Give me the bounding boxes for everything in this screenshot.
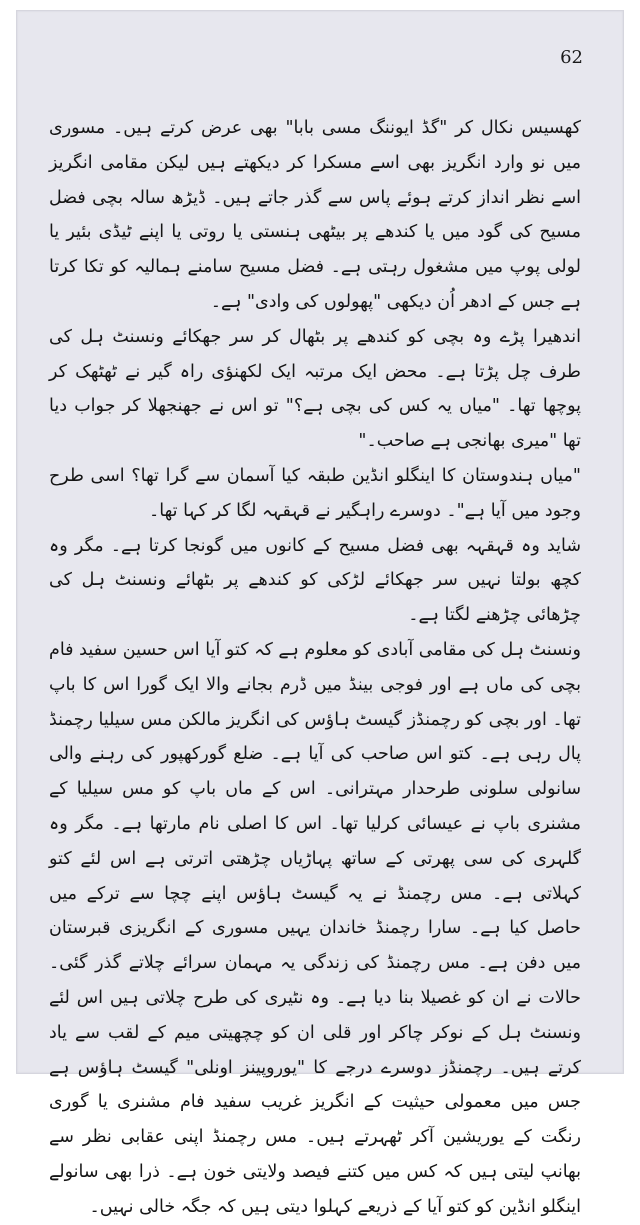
paragraph: "میاں ہندوستان کا اینگلو انڈین طبقہ کیا آسمان سے گرا تھا؟ اسی طرح وجود میں آیا ہے"۔ دوسرے راہگیر نے قہقہہ لگا کر کہا تھا۔ [49, 465, 581, 521]
paragraph: اندھیرا پڑے وہ بچی کو کندھے پر بٹھال کر سر جھکائے ونسنٹ ہل کی طرف چل پڑتا ہے۔ محض ایک مرتبہ ایک لکھنؤی راہ گیر نے ٹھٹھک کر پوچھا تھا۔ "میاں یہ کس کی بچی ہے؟" تو اس نے جھنجھلا کر جواب دیا تھا "میری بھانجی ہے صاحب۔" [49, 326, 581, 452]
book-page [16, 10, 624, 1217]
paragraph: کھسیس نکال کر "گڈ ایوننگ مسی بابا" بھی عرض کرتے ہیں۔ مسوری میں نو وارد انگریز بھی اسے مسکرا کر دیکھتے ہیں لیکن مقامی انگریز اسے نظر انداز کرتے ہوئے پاس سے گذر جاتے ہیں۔ ڈیڑھ سالہ بچی فضل مسیح کی گود میں یا کندھے پر بیٹھی ہنستی یا روتی یا اپنے ٹیڈی بئیر یا لولی پوپ میں مشغول رہتی ہے۔ فضل مسیح سامنے ہمالیہ کو تکا کرتا ہے جس کے ادھر اُن دیکھی "پھولوں کی وادی" ہے۔ [49, 118, 581, 312]
page-text [49, 111, 581, 1225]
paragraph: ونسنٹ ہل کی مقامی آبادی کو معلوم ہے کہ کتو آیا اس حسین سفید فام بچی کی ماں ہے اور فوجی بینڈ میں ڈرم بجانے والا ایک گورا اس کا باپ تھا۔ اور بچی کو رچمنڈز گیسٹ ہاؤس کی انگریز مالکن مس سیلیا رچمنڈ پال رہی ہے۔ کتو اس صاحب کی آیا ہے۔ ضلع گورکھپور کی رہنے والی سانولی سلونی طرحدار مہترانی۔ اس کے ماں باپ کو مس سیلیا کے مشنری باپ نے عیسائی کرلیا تھا۔ اس کا اصلی نام مارتھا ہے۔ مگر وہ گلہری کی سی پھرتی کے ساتھ پہاڑیاں چڑھتی اترتی ہے اس لئے کتو کہلاتی ہے۔ مس رچمنڈ نے یہ گیسٹ ہاؤس اپنے چچا سے ترکے میں حاصل کیا ہے۔ سارا رچمنڈ خاندان یہیں مسوری کے انگریزی قبرستان میں دفن ہے۔ مس رچمنڈ کی زندگی یہ مہمان سرائے چلاتے گذر گئی۔ حالات نے ان کو غصیلا بنا دیا ہے۔ وہ نٹیری کی طرح چلاتی ہیں اس لئے ونسنٹ ہل کے نوکر چاکر اور قلی ان کو چچھیتی میم کے لقب سے یاد کرتے ہیں۔ رچمنڈز دوسرے درجے کا "یوروپینز اونلی" گیسٹ ہاؤس ہے جس میں معمولی حیثیت کے انگریز غریب سفید فام مشنری یا گوری رنگت کے یوریشین آکر ٹھہرتے ہیں۔ مس رچمنڈ اپنی عقابی نظر سے بھانپ لیتی ہیں کہ کس میں کتنے فیصد ولایتی خون ہے۔ ذرا بھی سانولے اینگلو انڈین کو کتو آیا کے ذریعے کہلوا دیتی ہیں کہ جگہ خالی نہیں۔ [49, 639, 581, 1217]
page-number: 62 [560, 47, 583, 68]
paragraph: شاید وہ قہقہہ بھی فضل مسیح کے کانوں میں گونجا کرتا ہے۔ مگر وہ کچھ بولتا نہیں سر جھکائے لڑکی کو کندھے پر بٹھائے ونسنٹ ہل کی چڑھائی چڑھنے لگتا ہے۔ [49, 535, 581, 626]
